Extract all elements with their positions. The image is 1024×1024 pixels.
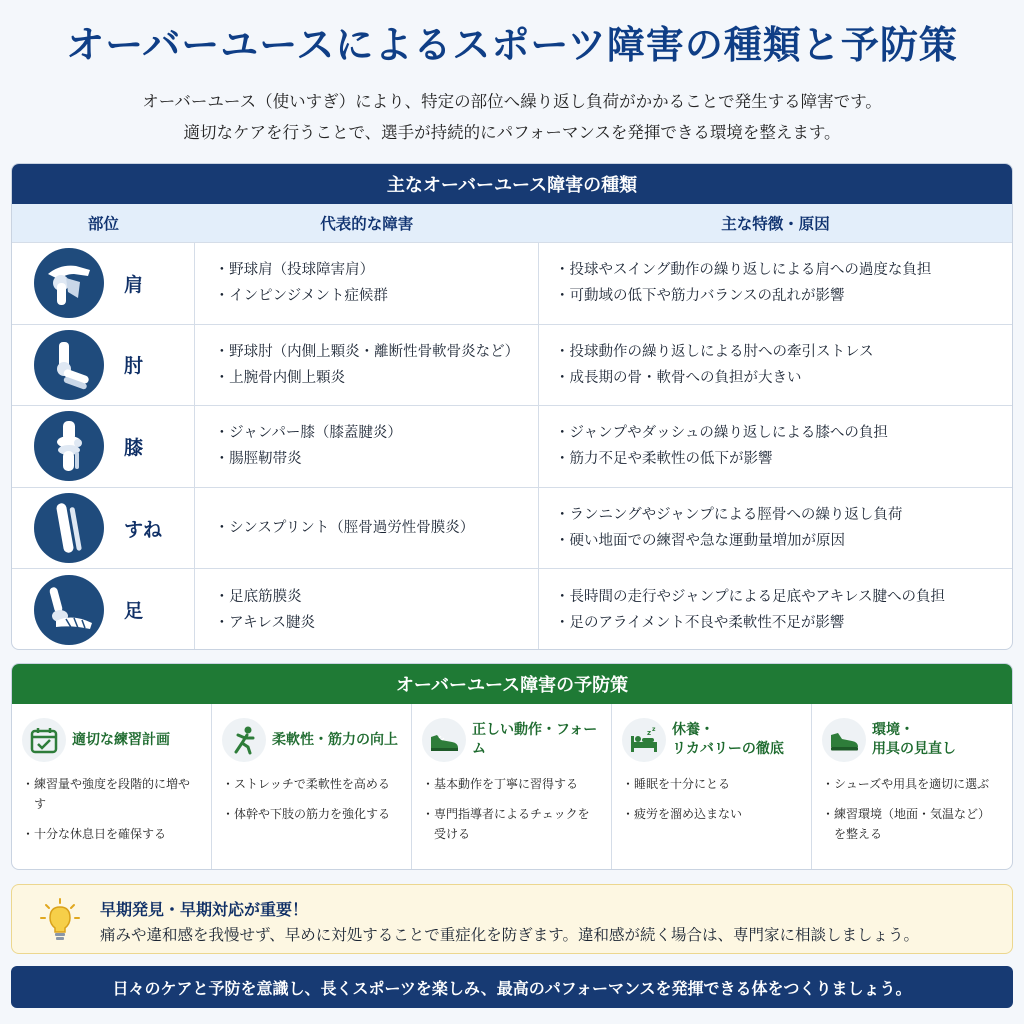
table-row — [12, 324, 1012, 406]
lightbulb-icon — [38, 897, 82, 943]
injury-item: ・ インピンジメント症候群 — [215, 283, 538, 309]
prevention-title: 環境・ 用具の見直し — [872, 722, 956, 757]
shoulder-joint-icon — [34, 248, 104, 318]
prevention-point: ・ 基本動作を丁寧に習得する — [422, 774, 601, 794]
table-header — [12, 204, 1012, 242]
cause-item: ・ 成長期の骨・軟骨への負担が大きい — [555, 365, 1012, 391]
sneaker-icon — [422, 718, 466, 762]
note-body: 痛みや違和感を我慢せず、早めに対処することで重症化を防ぎます。違和感が続く場合は、専門家に相談しましょう。 — [100, 926, 920, 944]
prevention-point: ・ 体幹や下肢の筋力を強化する — [222, 804, 401, 824]
part-name: 膝 — [124, 436, 144, 459]
prevention-item — [412, 704, 612, 870]
injury-types-card — [11, 163, 1013, 650]
cause-item: ・ 硬い地面での練習や急な運動量増加が原因 — [555, 528, 1012, 554]
injury-item: ・ 野球肘（内側上顆炎・離断性骨軟骨炎など） — [215, 339, 538, 365]
column-header-injury: 代表的な障害 — [320, 215, 414, 233]
prevention-point: ・ 練習量や強度を段階的に増やす — [22, 774, 201, 814]
prevention-point: ・ 十分な休息日を確保する — [22, 824, 201, 844]
prevention-item — [612, 704, 812, 870]
cause-item: ・ 長時間の走行やジャンプによる足底やアキレス腱への負担 — [555, 584, 1012, 610]
injury-item: ・ 腸脛靭帯炎 — [215, 446, 538, 472]
table-row — [12, 405, 1012, 487]
part-name: すね — [124, 518, 163, 541]
early-detection-note — [11, 884, 1013, 954]
prevention-point: ・ シューズや用具を適切に選ぶ — [822, 774, 1002, 794]
prevention-card — [11, 663, 1013, 870]
prevention-title: 正しい動作・フォーム — [472, 722, 598, 757]
shin-bone-icon — [34, 493, 104, 563]
injury-item: ・ 足底筋膜炎 — [215, 584, 538, 610]
foot-bone-icon — [34, 575, 104, 645]
prevention-item — [12, 704, 212, 870]
prevention-point: ・ 疲労を溜め込まない — [622, 804, 801, 824]
injury-item: ・ 上腕骨内側上顆炎 — [215, 365, 538, 391]
sleeping-bed-icon — [622, 718, 666, 762]
cause-item: ・ ランニングやジャンプによる脛骨への繰り返し負荷 — [555, 502, 1012, 528]
column-header-part: 部位 — [87, 215, 119, 233]
prevention-item — [212, 704, 412, 870]
intro-line-1: オーバーユース（使いすぎ）により、特定の部位へ繰り返し負荷がかかることで発生する障害です。 — [142, 92, 882, 111]
injury-item: ・ ジャンパー膝（膝蓋腱炎） — [215, 420, 538, 446]
injury-item: ・ シンスプリント（脛骨過労性骨膜炎） — [215, 515, 538, 541]
footer-banner: 日々のケアと予防を意識し、長くスポーツを楽しみ、最高のパフォーマンスを発揮できる体をつくりましょう。 — [11, 966, 1013, 1008]
page-title: オーバーユースによるスポーツ障害の種類と予防策 — [66, 23, 958, 67]
injury-item: ・ 野球肩（投球障害肩） — [215, 257, 538, 283]
running-shoe-icon — [822, 718, 866, 762]
part-name: 足 — [124, 600, 144, 623]
cause-item: ・ 投球やスイング動作の繰り返しによる肩への過度な負担 — [555, 257, 1012, 283]
part-name: 肘 — [124, 355, 144, 378]
prevention-point: ・ ストレッチで柔軟性を高める — [222, 774, 401, 794]
cause-item: ・ ジャンプやダッシュの繰り返しによる膝への負担 — [555, 420, 1012, 446]
prevention-title: 柔軟性・筋力の向上 — [272, 731, 398, 748]
note-title: 早期発見・早期対応が重要！ — [100, 900, 309, 919]
intro-line-2: 適切なケアを行うことで、選手が持続的にパフォーマンスを発揮できる環境を整えます。 — [183, 123, 841, 142]
stretching-person-icon — [222, 718, 266, 762]
prevention-item — [812, 704, 1012, 870]
svg-text:z: z — [647, 729, 652, 737]
knee-joint-icon — [34, 411, 104, 481]
cause-item: ・ 可動域の低下や筋力バランスの乱れが影響 — [555, 283, 1012, 309]
elbow-joint-icon — [34, 330, 104, 400]
column-header-cause: 主な特徴・原因 — [721, 215, 830, 233]
svg-text:z: z — [652, 726, 656, 733]
prevention-heading: オーバーユース障害の予防策 — [12, 664, 1012, 704]
table-row — [12, 242, 1012, 324]
cause-item: ・ 投球動作の繰り返しによる肘への牽引ストレス — [555, 339, 1012, 365]
cause-item: ・ 足のアライメント不良や柔軟性不足が影響 — [555, 610, 1012, 636]
table-row — [12, 568, 1012, 650]
injury-item: ・ アキレス腱炎 — [215, 610, 538, 636]
part-name: 肩 — [124, 273, 144, 296]
prevention-title: 休養・ リカバリーの徹底 — [672, 722, 784, 757]
cause-item: ・ 筋力不足や柔軟性の低下が影響 — [555, 446, 1012, 472]
table-row — [12, 487, 1012, 569]
prevention-point: ・ 専門指導者によるチェックを受ける — [422, 804, 601, 844]
calendar-icon — [22, 718, 66, 762]
prevention-point: ・ 睡眠を十分にとる — [622, 774, 801, 794]
prevention-title: 適切な練習計画 — [72, 731, 170, 748]
prevention-point: ・ 練習環境（地面・気温など）を整える — [822, 804, 1002, 844]
injury-types-heading: 主なオーバーユース障害の種類 — [12, 164, 1012, 204]
